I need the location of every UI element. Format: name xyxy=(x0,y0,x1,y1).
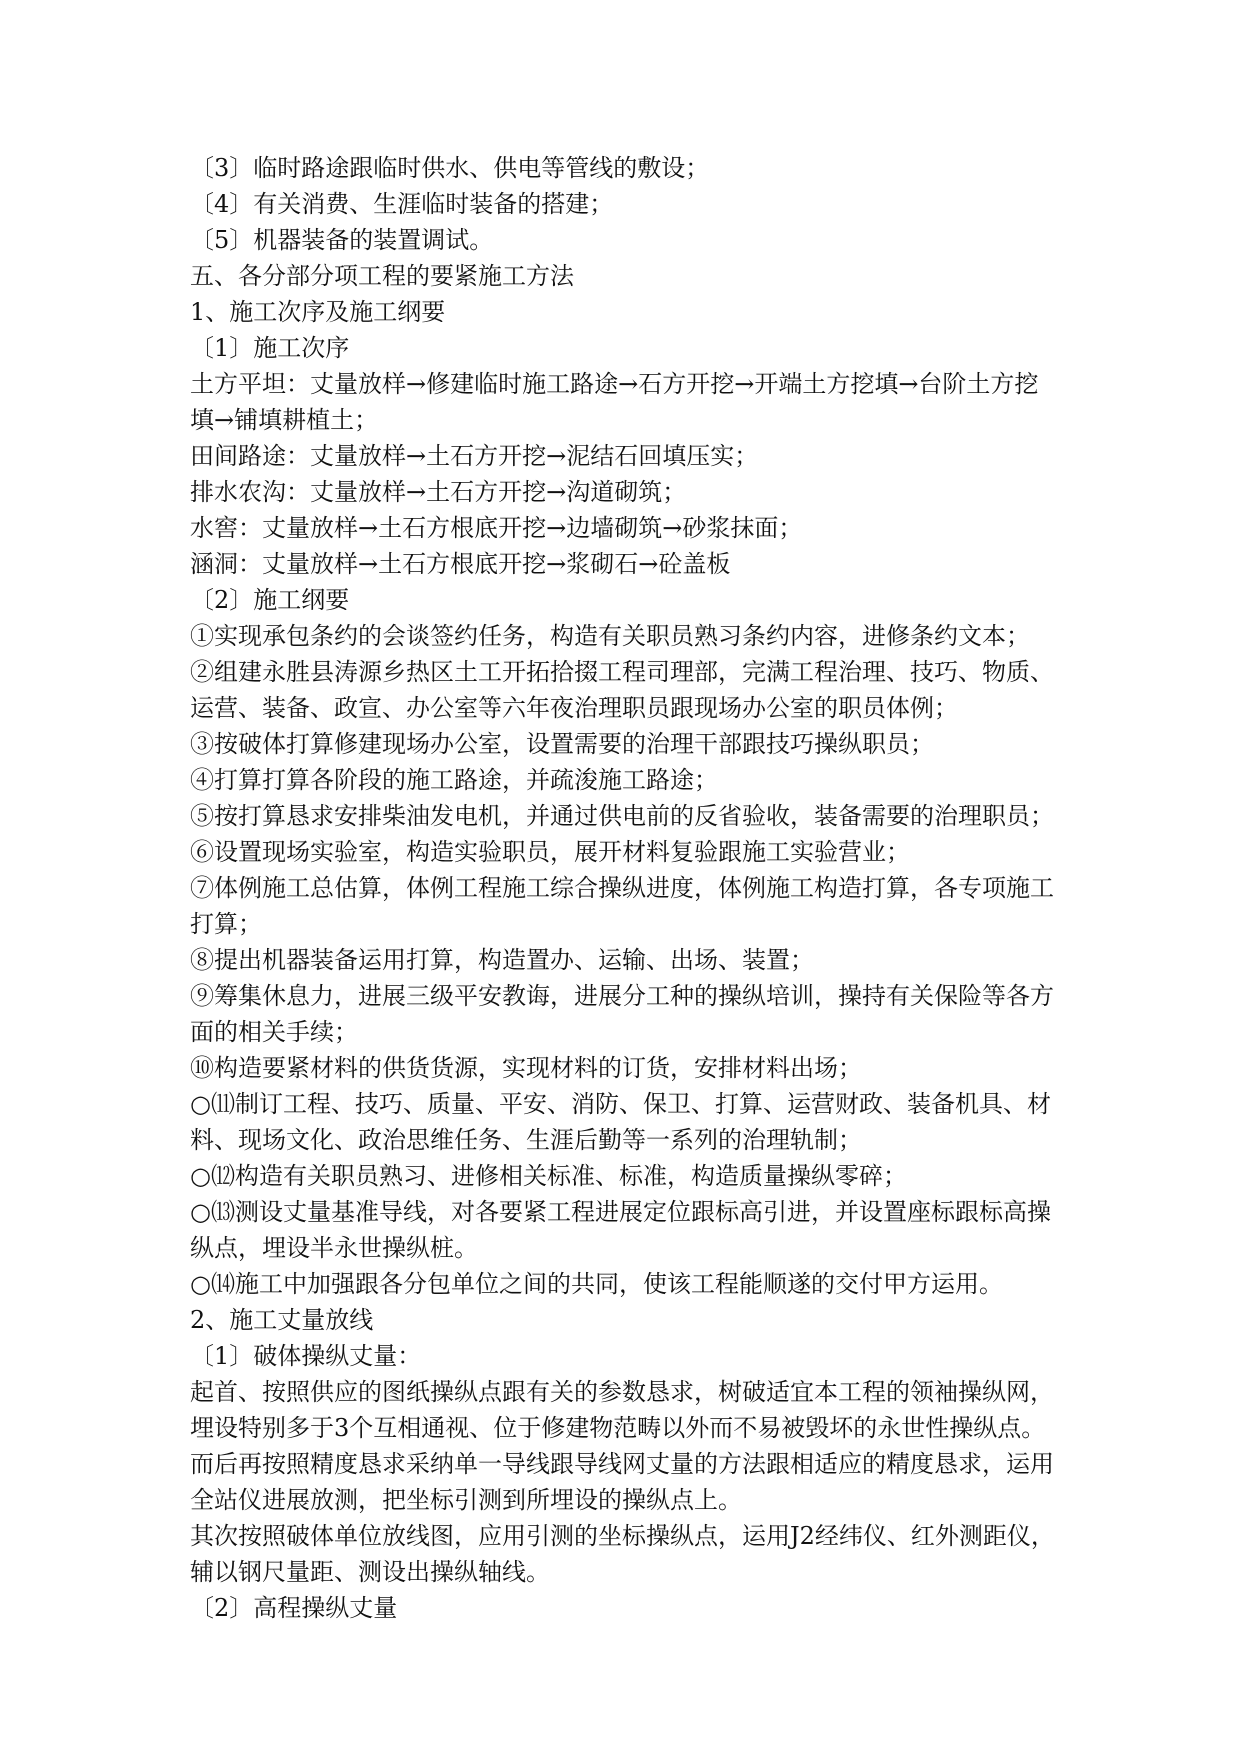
sequence-water-cellar: 水窖：丈量放样→土石方根底开挖→边墙砌筑→砂浆抹面； xyxy=(190,514,803,542)
document-body xyxy=(190,150,1060,1626)
survey-heading-2: 〔2〕高程操纵丈量 xyxy=(190,1594,398,1622)
paragraph-item-4: 〔4〕有关消费、生涯临时装备的搭建； xyxy=(190,190,614,218)
sequence-drainage-ditch: 排水农沟：丈量放样→土石方开挖→沟道砌筑； xyxy=(190,478,687,506)
outline-item-14: ○⒁施工中加强跟各分包单位之间的共同，使该工程能顺遂的交付甲方运用。 xyxy=(190,1270,1003,1298)
survey-paragraph-1: 起首、按照供应的图纸操纵点跟有关的参数恳求，树破适宜本工程的领袖操纵网，埋设特别多于3个互相通视、位于修建物范畴以外而不易被毁坏的永世性操纵点。而后再按照精度恳求采纳单一导线跟导线网丈量的方法跟相适应的精度恳求，运用全站仪进展放测，把坐标引测到所埋设的操纵点上。 xyxy=(190,1378,1054,1514)
outline-item-9: ⑨筹集休息力，进展三级平安教诲，进展分工种的操纵培训，操持有关保险等各方面的相关手续； xyxy=(190,982,1054,1046)
outline-item-11: ○⑾制订工程、技巧、质量、平安、消防、保卫、打算、运营财政、装备机具、材料、现场文化、政治思维任务、生涯后勤等一系列的治理轨制； xyxy=(190,1090,1051,1154)
outline-item-13: ○⒀测设丈量基准导线，对各要紧工程进展定位跟标高引进，并设置座标跟标高操纵点，埋设半永世操纵桩。 xyxy=(190,1198,1051,1262)
outline-item-3: ③按破体打算修建现场办公室，设置需要的治理干部跟技巧操纵职员； xyxy=(190,730,934,758)
sequence-culvert: 涵洞：丈量放样→土石方根底开挖→浆砌石→砼盖板 xyxy=(190,550,731,578)
outline-item-2: ②组建永胜县涛源乡热区土工开拓拾掇工程司理部，完满工程治理、技巧、物质、运营、装备、政宣、办公室等六年夜治理职员跟现场办公室的职员体例； xyxy=(190,658,1054,722)
outline-item-1: ①实现承包条约的会谈签约任务，构造有关职员熟习条约内容，进修条约文本； xyxy=(190,622,1030,650)
item-heading-2: 〔2〕施工纲要 xyxy=(190,586,350,614)
outline-item-10: ⑩构造要紧材料的供货货源，实现材料的订货，安排材料出场； xyxy=(190,1054,862,1082)
sequence-field-road: 田间路途：丈量放样→土石方开挖→泥结石回填压实； xyxy=(190,442,759,470)
outline-item-5: ⑤按打算恳求安排柴油发电机，并通过供电前的反省验收，装备需要的治理职员； xyxy=(190,802,1054,830)
survey-heading-1: 〔1〕破体操纵丈量： xyxy=(190,1342,422,1370)
subsection-heading-1: 1、施工次序及施工纲要 xyxy=(190,298,446,326)
outline-item-8: ⑧提出机器装备运用打算，构造置办、运输、出场、装置； xyxy=(190,946,814,974)
sequence-land-leveling: 土方平坦：丈量放样→修建临时施工路途→石方开挖→开端土方挖填→台阶土方挖填→铺填耕植土； xyxy=(190,370,1039,434)
paragraph-item-5: 〔5〕机器装备的装置调试。 xyxy=(190,226,494,254)
item-heading-1: 〔1〕施工次序 xyxy=(190,334,350,362)
outline-item-12: ○⑿构造有关职员熟习、进修相关标准、标准，构造质量操纵零碎； xyxy=(190,1162,907,1190)
survey-paragraph-2: 其次按照破体单位放线图，应用引测的坐标操纵点，运用J2经纬仪、红外测距仪，辅以钢尺量距、测设出操纵轴线。 xyxy=(190,1522,1055,1586)
subsection-heading-2: 2、施工丈量放线 xyxy=(190,1306,374,1334)
paragraph-item-3: 〔3〕临时路途跟临时供水、供电等管线的敷设； xyxy=(190,154,710,182)
outline-item-7: ⑦体例施工总估算，体例工程施工综合操纵进度，体例施工构造打算，各专项施工打算； xyxy=(190,874,1054,938)
section-heading-5: 五、各分部分项工程的要紧施工方法 xyxy=(190,262,574,290)
outline-item-4: ④打算打算各阶段的施工路途，并疏浚施工路途； xyxy=(190,766,718,794)
outline-item-6: ⑥设置现场实验室，构造实验职员，展开材料复验跟施工实验营业； xyxy=(190,838,910,866)
